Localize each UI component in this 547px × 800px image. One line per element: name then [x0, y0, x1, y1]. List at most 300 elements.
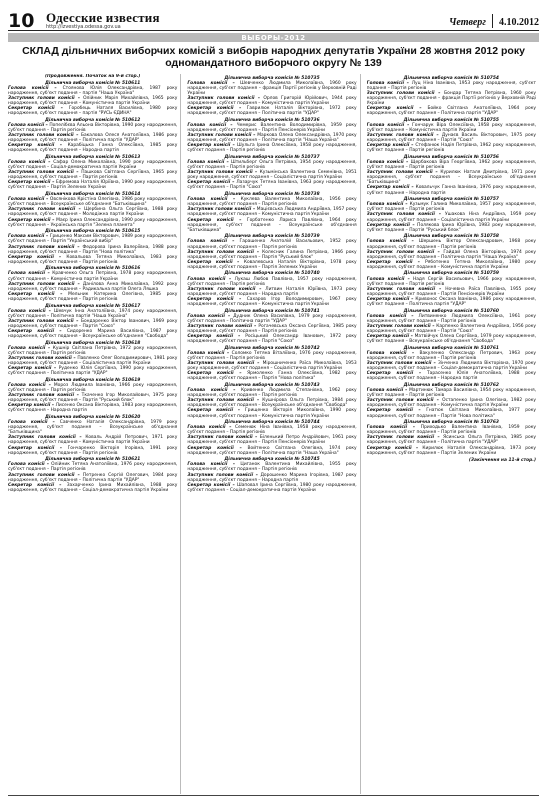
masthead [8, 8, 539, 31]
member-role: Голова комісії – [8, 160, 51, 165]
commission-member [367, 361, 536, 371]
member-details: Бондар Тетяна Петрівна, 1960 року народження, суб'єкт подання – фракція Партії регіонів у Верховній Раді України [366, 90, 536, 106]
masthead-title-block [34, 12, 449, 30]
commission-title: Дільнична виборча комісія № 510744 [224, 420, 320, 426]
commission-member [187, 277, 356, 287]
member-role: Секретар комісії – [187, 180, 235, 186]
commission-title: Дільнична виборча комісія № 510742 [224, 345, 320, 351]
commission-title: Дільнична виборча комісія № 510616 [44, 266, 141, 272]
member-role: Заступник голови комісії – [8, 318, 79, 324]
member-role: Секретар комісії – [366, 445, 419, 451]
commission-member [8, 462, 177, 472]
commission-member [8, 483, 177, 493]
member-details: Ефремова Наталія Юріївна, 1990 року народження, суб'єкт подання – Партія Зелених України [8, 180, 178, 191]
member-details: Колесник Галина Петрівна, 1966 року народження, суб'єкт подання – Партія "Руський блок" [187, 249, 357, 260]
member-role: Секретар комісії – [8, 143, 63, 149]
member-details: Горобець Наталя Василівна, 1980 року народження, суб'єкт подання – партія "РУСЬ ЄДИНА" [8, 106, 178, 117]
member-role: Голова комісії – [8, 122, 48, 128]
commission-member [187, 446, 356, 456]
member-details: Шевченко Людмила Миколаївна, 1960 року народження, суб'єкт подання – фракція Партії регіонів у Верховній Раді України [187, 80, 357, 96]
commission-member [367, 81, 536, 91]
newspaper-website: http://izvestiya.odessa.gov.ua [46, 24, 121, 30]
commission-title: Дільнична виборча комісія № 510761 [403, 345, 499, 351]
commission-member [367, 388, 536, 398]
member-role: Секретар комісії – [187, 259, 240, 265]
member-role: Голова комісії – [8, 197, 49, 203]
member-details: Дудник Олена Василівна, 1979 року народження, суб'єкт подання – Політична партія "УДАР" [187, 313, 357, 324]
member-details: Кравченко Ольга Петрівна, 1978 року народження, суб'єкт подання – Комуністична партія України [8, 271, 178, 282]
member-details: Рогачевська Оксана Сергіївна, 1985 року народження, суб'єкт подання – Партія регіонів [187, 323, 357, 334]
commission-member [187, 473, 356, 483]
commission-title: Дільнична виборча комісія № 510613 [44, 154, 141, 160]
member-role: Заступник голови комісії – [187, 472, 258, 478]
member-details: Соломко Тетяна Віталіївна, 1976 року народження, суб'єкт подання – Партія регіонів [187, 350, 357, 361]
member-role: Голова комісії – [187, 239, 235, 245]
commission-member [367, 106, 536, 116]
member-details: Мірошниченко Раїса Миколаївна, 1953 року народження, суб'єкт подання – Соціалістична партія України [187, 361, 357, 372]
commission-member [8, 435, 177, 445]
article-column [8, 74, 181, 794]
commission-member [367, 260, 536, 270]
commission-member [8, 292, 177, 302]
commission-member [8, 160, 177, 170]
member-role: Голова комісії – [187, 425, 232, 431]
member-details: Семенюк Ніна Іванівна, 1958 року народження, суб'єкт подання – Партія регіонів [187, 425, 357, 436]
member-role: Голова комісії – [187, 276, 232, 282]
commission-title: Дільнична виборча комісія № 510738 [224, 192, 320, 198]
commission-member [367, 371, 536, 381]
commission-member [187, 207, 356, 217]
member-role: Заступник голови комісії – [366, 398, 439, 404]
member-role: Заступник голови комісії – [8, 435, 82, 441]
commission-member [8, 234, 177, 244]
member-role: Секретар комісії – [8, 403, 55, 409]
commission-member [8, 170, 177, 180]
member-details: Горбатенко Лариса Павлівна, 1964 року народження, суб'єкт подання – Всеукраїнське об'єднання "Батьківщина" [187, 217, 357, 233]
commission-member [367, 185, 536, 195]
commission-member [187, 371, 356, 381]
member-details: Мельник Катерина Олегівна, 1985 року народження, суб'єкт подання – Партія регіонів [8, 291, 178, 302]
member-role: Секретар комісії – [366, 259, 420, 265]
commission-member [8, 473, 177, 483]
commission-member [367, 435, 536, 445]
member-role: Голова комісії – [366, 388, 408, 394]
commission-member [8, 133, 177, 143]
member-role: Секретар комісії – [187, 217, 242, 223]
commission-member [187, 96, 356, 106]
commission-member [367, 133, 536, 143]
commission-title: Дільнична виборча комісія № 510611 [44, 80, 141, 86]
member-details: Савченко Наталія Олександрівна, 1979 року народження, суб'єкт подання – Всеукраїнське об'єднання "Батьківщина" [8, 420, 178, 436]
member-details: Маркова Олена Олександрівна, 1970 року народження, суб'єкт подання – Політична партія "Наша Україна" [187, 133, 357, 144]
commission-title: Дільнична виборча комісія № 510739 [224, 234, 320, 240]
commission-title: Дільнична виборча комісія № 510620 [44, 415, 141, 420]
member-details: Овсянікова Крістіна Олегівна, 1986 року народження, суб'єкт подання – Всеукраїнське об'єднання "Батьківщина" [8, 197, 178, 208]
commission-title: Дільнична виборча комісія № 510614 [44, 192, 141, 198]
member-details: Тарасенко Юлія Анатоліївна, 1988 року народження, суб'єкт подання – Народна партія [366, 371, 536, 382]
member-role: Заступник голови комісії – [187, 207, 256, 213]
commission-member [367, 170, 536, 185]
commission-member [8, 207, 177, 217]
member-role: Голова комісії – [187, 197, 236, 203]
commission-member [187, 260, 356, 270]
member-role: Заступник голови комісії – [8, 244, 80, 250]
commission-title: Дільнична виборча комісія № 510736 [224, 117, 320, 123]
commission-member [187, 351, 356, 361]
member-role: Заступник голови комісії – [187, 286, 262, 292]
commission-member [367, 91, 536, 106]
member-details: Матвійчук Олена Сергіївна, 1979 року народження, суб'єкт подання – Всеукраїнське об'єднання "Свобода" [366, 334, 536, 345]
commission-member [8, 309, 177, 319]
member-details: Штильберг Ольга Петрівна, 1954 року народження, суб'єкт подання – Партія регіонів [187, 160, 357, 171]
commission-member [187, 218, 356, 233]
member-role: Секретар комісії – [187, 482, 235, 488]
member-role: Заступник голови комісії – [187, 133, 256, 139]
member-details: Шульга Ірина Олексіївна, 1958 року народження, суб'єкт подання – Партія регіонів [187, 143, 357, 154]
commission-title: Дільнична виборча комісія № 510618 [44, 340, 141, 346]
member-details: Войтенко Світлана Олегівна, 1974 року народження, суб'єкт подання – Політична партія "Наша Україна" [187, 445, 357, 456]
commission-title: Дільнична виборча комісія № 510758 [403, 234, 499, 240]
member-role: Голова комісії – [366, 313, 414, 319]
member-role: Голова комісії – [8, 85, 57, 91]
member-details: Щербина Ольга Сергіївна, 1988 року народження, суб'єкт подання – Молодіжна партія України [8, 207, 178, 218]
commission-member [187, 324, 356, 334]
commission-member [187, 483, 356, 493]
commission-title: Дільнична виборча комісія № 510615 [44, 229, 141, 235]
member-role: Голова комісії – [8, 234, 49, 240]
member-details: Ковальчук Ганна Іванівна, 1976 року народження, суб'єкт подання – Народна партія [366, 185, 536, 196]
member-role: Секретар комісії – [366, 408, 421, 414]
member-details: Мацієвська Людмила Андріївна, 1957 року народження, суб'єкт подання – Комуністична партія України [187, 207, 357, 218]
member-details: Кузьмінська Валентина Семенівна, 1951 року народження, суб'єкт подання – Соціалістична партія України [187, 170, 357, 181]
member-role: Голова комісії – [366, 122, 410, 128]
member-role: Секретар комісії – [187, 296, 242, 302]
commission-member [367, 425, 536, 435]
member-role: Голова комісії – [187, 160, 229, 165]
commission-member [367, 160, 536, 170]
member-role: Голова комісії – [187, 313, 231, 319]
member-details: Петренко Сергій Олегович, 1984 року народження, суб'єкт подання – Політична партія "УДАР" [8, 472, 178, 483]
member-details: Ткаченко Ігор Миколайович, 1975 року народження, суб'єкт подання – Партія "Руський блок" [8, 393, 178, 404]
member-details: Литвин Наталія Юріївна, 1973 року народження, суб'єкт подання – Народна партія [187, 286, 357, 297]
member-role: Заступник голови комісії – [187, 361, 260, 367]
commission-member [187, 314, 356, 324]
member-details: Вакуленко Олександр Петрович, 1963 року народження, суб'єкт подання – Партія регіонів [366, 350, 536, 361]
commission-member [367, 123, 536, 133]
member-details: Шевчук Інна Анатоліївна, 1974 року народження, суб'єкт подання – Політична партія "Наша Україна" [8, 308, 178, 319]
member-details: Павленко Олег Володимирович, 1981 року народження, суб'єкт подання – Соціалістична партія України [8, 355, 178, 367]
commission-member [8, 245, 177, 255]
member-role: Заступник голови комісії – [8, 393, 79, 399]
commission-member [8, 255, 177, 265]
member-role: Заступник голови комісії – [187, 323, 257, 329]
continuation-end-note: (Закінчення на 11-й стор.) [468, 457, 536, 463]
member-role: Секретар комісії – [366, 334, 413, 340]
member-role: Голова комісії – [8, 271, 50, 277]
member-role: Секретар комісії – [366, 222, 415, 228]
member-role: Секретар комісії – [8, 217, 55, 223]
commission-title: Дільнична виборча комісія № 510745 [224, 457, 320, 463]
member-details: Остапенко Ірина Олегівна, 1982 року народження, суб'єкт подання – Комуністична партія України [366, 398, 536, 409]
member-role: Голова комісії – [366, 425, 416, 431]
member-role: Заступник голови комісії – [366, 133, 439, 139]
member-role: Секретар комісії – [8, 329, 62, 334]
commission-title: Дільнична виборча комісія № 510621 [44, 457, 141, 463]
commission-member [8, 282, 177, 292]
member-role: Заступник голови комісії – [187, 398, 260, 404]
commission-member [187, 287, 356, 297]
commission-member [187, 361, 356, 371]
member-details: Федорова Ірина Валеріївна, 1988 року народження, суб'єкт подання – Партія "Нова політика" [8, 244, 178, 255]
member-details: Маєр Ірина Олександрівна, 1990 року народження, суб'єкт подання – Українська партія "Зелена планета" [8, 217, 178, 228]
commission-member [367, 314, 536, 324]
member-details: Луц Ніна Іванівна, 1953 року народження, суб'єкт подання – Партія регіонів [366, 80, 536, 91]
commission-member [187, 133, 356, 143]
member-details: Гриценко Максим Вікторович, 1989 року народження, суб'єкт подання – Партія "Український вибір" [8, 234, 178, 245]
member-role: Секретар комісії – [8, 291, 63, 297]
section-bar [8, 33, 539, 42]
member-details: Дунаєв Василь Вікторович, 1975 року народження, суб'єкт подання – Партія "Союз" [366, 133, 536, 144]
member-role: Секретар комісії – [187, 445, 242, 451]
member-role: Секретар комісії – [187, 371, 242, 377]
commission-member [187, 143, 356, 153]
member-details: Олійник Марія Михайлівна, 1965 року народження, суб'єкт подання – Комуністична партія України [8, 95, 178, 106]
member-details: Гончарук Віра Олексіївна, 1958 року народження, суб'єкт подання – Комуністична партія України [366, 122, 536, 133]
member-details: Дорошенко Марина Ігорівна, 1987 року народження, суб'єкт подання – Народна партія [187, 472, 357, 483]
member-details: Полякова Ірина Юріївна, 1983 року народження, суб'єкт подання – Партія "Руський блок" [366, 222, 536, 233]
commission-title: Дільнична виборча комісія № 510763 [403, 420, 499, 426]
commission-member [8, 218, 177, 228]
member-details: Лисенко Оксана Вікторівна, 1983 року народження, суб'єкт подання – Народна партія [8, 403, 178, 414]
member-details: Ушакова Ніна Андріївна, 1959 року народження, суб'єкт подання – Соціалістична партія України [366, 212, 536, 223]
commission-member [187, 106, 356, 116]
member-details: Приходько Валентина Іванівна, 1959 року народження, суб'єкт подання – Партія регіонів [366, 425, 536, 436]
commission-member [8, 346, 177, 356]
member-role: Голова комісії – [187, 80, 235, 86]
member-role: Заступник голови комісії – [8, 95, 81, 101]
commission-member [8, 366, 177, 376]
member-role: Секретар комісії – [8, 180, 55, 186]
member-role: Голова комісії – [8, 462, 50, 468]
commission-member [187, 239, 356, 249]
commission-title: Дільнична виборча комісія № 510756 [403, 154, 499, 160]
commission-member [367, 398, 536, 408]
member-role: Голова комісії – [187, 388, 236, 394]
member-details: Кушнірова Ольга Петрівна, 1984 року народження, суб'єкт подання – Всеукраїнське об'єднання "Свобода" [187, 398, 357, 409]
commission-member [8, 446, 177, 456]
member-role: Заступник голови комісії – [8, 170, 79, 176]
member-role: Секретар комісії – [187, 334, 241, 340]
page-number: 10 [8, 10, 35, 32]
article-headline: СКЛАД дільничних виборчих комісій з виборів народних депутатів України 28 жовтня 2012 року одномандатного виборчого округу № 139 [22, 45, 525, 69]
commission-member [187, 123, 356, 133]
commission-member [8, 271, 177, 281]
commission-member [8, 329, 177, 339]
commission-member [187, 170, 356, 180]
member-role: Секретар комісії – [187, 408, 241, 414]
member-details: Росіцький Олександр Іванович, 1972 року народження, суб'єкт подання – Партія "Союз" [187, 334, 357, 345]
member-details: Гайдай Олена Вікторівна, 1974 року народження, суб'єкт подання – Політична партія "Наша Україна" [366, 249, 536, 260]
member-role: Заступник голови комісії – [8, 472, 80, 478]
commission-member [367, 408, 536, 418]
member-role: Секретар комісії – [187, 143, 235, 149]
member-details: Куклева Валентина Миколаївна, 1956 року народження, суб'єкт подання – Партія регіонів [187, 197, 357, 208]
member-details: Щербакова Віра Георгіївна, 1962 року народження, суб'єкт подання – Партія регіонів [366, 160, 536, 171]
member-role: Заступник голови комісії – [366, 249, 440, 255]
member-role: Голова комісії – [8, 382, 51, 388]
member-role: Секретар комісії – [8, 366, 57, 372]
member-role: Заступник голови комісії – [366, 435, 440, 441]
commission-member [8, 106, 177, 116]
commission-member [8, 420, 177, 435]
member-details: Литвиненко Людмила Олексіївна, 1961 року народження, суб'єкт подання – Партія регіонів [366, 313, 536, 324]
member-role: Заступник голови комісії – [8, 133, 79, 139]
commission-title: Дільнична виборча комісія № 510737 [224, 154, 320, 160]
commission-member [8, 356, 177, 366]
member-details: Карпенко Валентина Андріївна, 1956 року народження, суб'єкт подання – Партія "Союз" [366, 323, 536, 334]
commission-member [367, 250, 536, 260]
member-role: Голова комісії – [366, 160, 409, 165]
member-details: Кривонос Оксана Іванівна, 1986 року народження, суб'єкт подання – Політична партія "УДАР" [366, 296, 536, 308]
commission-member [8, 143, 177, 153]
commission-title: Дільнична виборча комісія № 510617 [44, 303, 141, 309]
commission-member [187, 297, 356, 307]
commission-member [187, 425, 356, 435]
member-role: Заступник голови комісії – [366, 90, 441, 96]
member-details: Сафар Олена Миколаївна, 1990 року народження, суб'єкт подання – Соціал-демократична партія України [8, 160, 178, 171]
member-role: Голова комісії – [8, 420, 55, 426]
commission-member [367, 324, 536, 334]
member-role: Секретар комісії – [366, 185, 414, 191]
member-role: Секретар комісії – [8, 106, 63, 112]
commission-member [187, 388, 356, 398]
commission-member [8, 403, 177, 413]
commission-member [367, 143, 536, 153]
article-column [367, 74, 539, 794]
member-details: Олійник Тетяна Анатоліївна, 1976 року народження, суб'єкт подання – Партія регіонів [8, 462, 178, 473]
article-column [187, 74, 360, 794]
member-role: Секретар комісії – [366, 371, 422, 377]
newspaper-title: Одесские известия [46, 10, 160, 25]
member-details: Кузьмук Галина Миколаївна, 1957 року народження, суб'єкт подання – Партія регіонів [366, 202, 536, 213]
member-role: Заступник голови комісії – [366, 361, 436, 367]
issue-weekday: Четверг [448, 17, 486, 28]
member-role: Заступник голови комісії – [366, 212, 442, 218]
member-role: Голова комісії – [366, 276, 410, 282]
commission-member [8, 197, 177, 207]
commission-member [187, 462, 356, 472]
member-role: Секретар комісії – [8, 254, 62, 260]
member-role: Голова комісії – [187, 462, 236, 468]
commission-member [8, 319, 177, 329]
member-role: Заступник голови комісії – [8, 355, 76, 361]
member-role: Голова комісії – [366, 239, 414, 245]
commission-member [8, 180, 177, 190]
commission-member [367, 212, 536, 222]
member-details: Кривенко Людмила Степанівна, 1962 року народження, суб'єкт подання – Партія регіонів [187, 388, 357, 399]
member-role: Голова комісії – [366, 350, 415, 356]
member-details: Бойко Світлана Анатоліївна, 1964 року народження, суб'єкт подання – Політична партія "УДАР" [366, 106, 536, 117]
member-role: Заступник голови комісії – [366, 286, 442, 292]
member-role: Голова комісії – [366, 202, 408, 208]
member-details: Чемерис Валентина Володимирівна, 1959 року народження, суб'єкт подання – Партія Пенсіонерів України [187, 122, 357, 133]
commission-title: Дільнична виборча комісія № 510612 [44, 117, 141, 123]
commission-member [367, 277, 536, 287]
member-role: Голова комісії – [8, 345, 51, 351]
member-details: Бакалова Олеся Анатоліївна, 1986 року народження, суб'єкт подання – Політична партія "УДАР" [8, 133, 178, 144]
member-details: Зінченко Людмила Вікторівна, 1970 року народження, суб'єкт подання – Соціал-демократична партія України [366, 361, 536, 372]
commission-title: Дільнична виборча комісія № 510735 [224, 75, 320, 81]
commission-member [8, 96, 177, 106]
member-details: Пашкова Світлана Сергіївна, 1965 року народження, суб'єкт подання – Партія регіонів [8, 170, 178, 181]
commission-title: Дільнична виборча комісія № 510757 [403, 197, 499, 203]
masthead-divider [492, 14, 493, 28]
member-role: Заступник голови комісії – [366, 170, 438, 176]
member-details: Надя Сергій Васильович, 1966 року народження, суб'єкт подання – Партія регіонів [366, 276, 536, 287]
commission-member [187, 250, 356, 260]
member-details: Лазарчук Тетяна Іванівна, 1963 року народження, суб'єкт подання – Партія "Союз" [187, 180, 357, 191]
member-details: Орлов Григорій Юрійович, 1944 року народження, суб'єкт подання – Комуністична партія України [187, 95, 357, 106]
member-details: Мартинюк Тамара Василівна, 1954 року народження, суб'єкт подання – Партія регіонів [366, 388, 536, 399]
commission-member [367, 334, 536, 344]
member-details: Стоянова Юлія Олександрівна, 1987 року народження, суб'єкт подання – партія "Наша Україна" [8, 85, 178, 96]
commission-title: Дільнична виборча комісія № 510760 [403, 308, 499, 314]
member-details: Гнатюк Світлана Миколаївна, 1977 року народження, суб'єкт подання – Партія "Нова політика" [366, 408, 536, 419]
commission-member [367, 297, 536, 307]
member-role: Секретар комісії – [187, 106, 242, 112]
commission-title: Дільнична виборча комісія № 510762 [403, 382, 499, 388]
member-details: Курилюк Наталя Дмитрівна, 1971 року народження, суб'єкт подання – Всеукраїнське об'єднання "Батьківщина" [366, 170, 536, 186]
commission-member [187, 334, 356, 344]
member-details: Біленький Петро Андрійович, 1961 року народження, суб'єкт подання – Партія Пенсіонерів України [187, 435, 357, 446]
commission-member [367, 223, 536, 233]
member-role: Голова комісії – [366, 80, 409, 86]
member-role: Секретар комісії – [366, 296, 414, 302]
member-details: Попелібєва Альона Вікторівна, 1990 року народження, суб'єкт подання – Партія регіонів [8, 122, 178, 133]
member-details: Бондаренко Віктор Іванович, 1969 року народження, суб'єкт подання – Партія "Союз" [8, 318, 178, 329]
member-role: Голова комісії – [8, 308, 51, 314]
member-details: Шаповал Ірина Сергіївна, 1980 року народження, суб'єкт подання – Соціал-демократична партія України [187, 482, 357, 493]
member-details: Стефанюк Надія Петрівна, 1962 року народження, суб'єкт подання – Партія регіонів [366, 143, 536, 154]
member-role: Секретар комісії – [366, 143, 414, 149]
member-role: Заступник голови комісії – [187, 435, 258, 441]
member-details: Ярмоленко Ганна Олексіївна, 1982 року народження, суб'єкт подання – Партія "Нова політика" [187, 371, 357, 382]
member-role: Секретар комісії – [8, 445, 63, 451]
member-details: Ряботенко Тетяна Миколаївна, 1980 року народження, суб'єкт подання – Комуністична партія України [366, 259, 536, 270]
commission-member [367, 287, 536, 297]
member-details: Кирилюк Наталія Олександрівна, 1973 року народження, суб'єкт подання – Партія Зелених України [366, 445, 536, 456]
commission-member [187, 408, 356, 418]
commission-member [187, 398, 356, 408]
member-role: Заступник голови комісії – [187, 170, 258, 176]
member-details: Коваль Андрій Петрович, 1971 року народження, суб'єкт подання – Комуністична партія України [8, 435, 178, 446]
member-details: Гарашенко Анатолій Васильович, 1952 року народження, суб'єкт подання – Партія регіонів [187, 239, 357, 250]
member-role: Заступник голови комісії – [187, 95, 261, 101]
commission-title: Дільнична виборча комісія № 510740 [224, 271, 320, 277]
member-details: Лукаш Любов Павлівна, 1957 року народження, суб'єкт подання – Партія регіонів [187, 276, 357, 287]
masthead-date-block [449, 14, 539, 30]
commission-title: Дільнична виборча комісія № 510755 [403, 117, 499, 123]
member-details: Карабіцька Ганна Олексіївна, 1985 року народження, суб'єкт подання – Народна партія [8, 143, 178, 154]
commission-member [367, 239, 536, 249]
commission-member [8, 383, 177, 393]
member-role: Голова комісії – [187, 350, 230, 356]
commission-title: Дільнична виборча комісія № 510619 [44, 377, 141, 383]
member-details: Захарченко Ірина Михайлівна, 1988 року народження, суб'єкт подання – Соціал-демократична партія України [8, 482, 178, 493]
member-details: Гончаренко Вікторія Ігорівна, 1991 року народження, суб'єкт подання – Партія регіонів [8, 445, 178, 456]
member-details: Ковальова Тетяна Миколаївна, 1983 року народження, суб'єкт подання – Партія регіонів [8, 254, 178, 265]
member-details: Кушнір Світлана Петрівна, 1972 року народження, суб'єкт подання – Партія регіонів [8, 345, 178, 356]
